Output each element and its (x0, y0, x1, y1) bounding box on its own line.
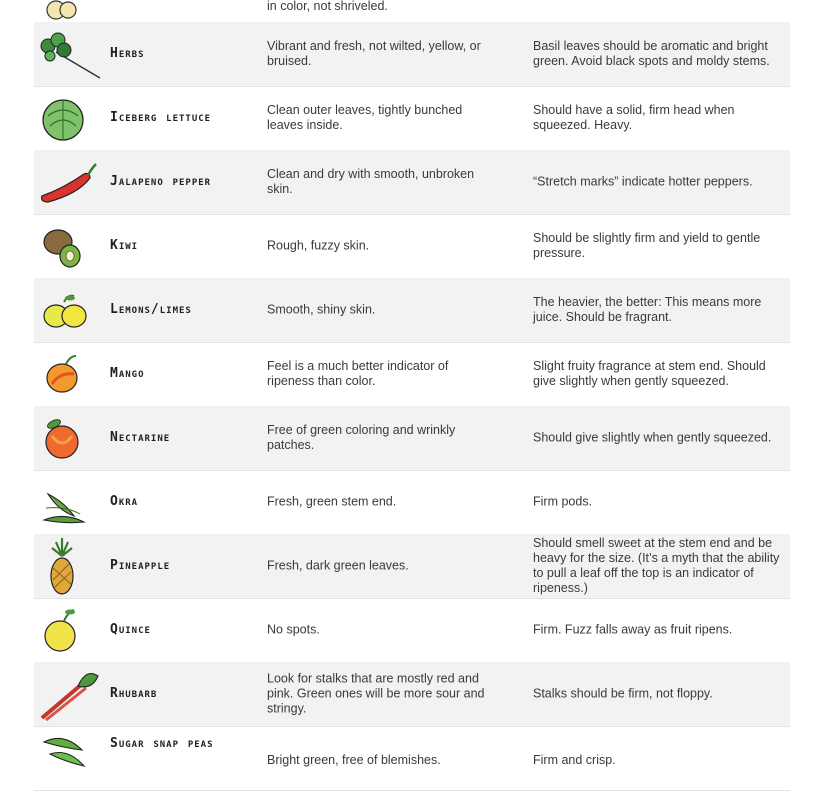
feel-text: The heavier, the better: This means more juice. Should be fragrant. (533, 295, 762, 324)
produce-name: Iceberg lettuce (110, 110, 212, 125)
nectarine-icon (34, 406, 106, 470)
feel-text: Firm pods. (533, 494, 593, 509)
produce-name: Herbs (110, 46, 145, 61)
produce-name: Nectarine (110, 430, 171, 445)
table-row (34, 150, 790, 215)
produce-name: Quince (110, 622, 151, 637)
feel-text: Firm and crisp. (533, 753, 616, 767)
produce-name: Pineapple (110, 558, 171, 573)
lemon-lime-icon (34, 278, 106, 342)
appearance-text: Look for stalks that are mostly red and pink. Green ones will be more sour and stringy. (267, 671, 485, 716)
appearance-text: Vibrant and fresh, not wilted, yellow, or bruised. (267, 39, 481, 68)
produce-icon (34, 0, 106, 22)
appearance-text: Fresh, green stem end. (267, 494, 397, 509)
feel-text: Stalks should be firm, not floppy. (533, 686, 713, 701)
appearance-text: in color, not shriveled. (267, 0, 388, 13)
produce-name: Jalapeno pepper (110, 174, 212, 189)
appearance-text: No spots. (267, 622, 320, 637)
produce-name: Kiwi (110, 238, 139, 253)
feel-text: Should have a solid, firm head when squeezed. Heavy. (533, 103, 735, 132)
produce-name: Lemons/limes (110, 302, 192, 317)
appearance-text: Fresh, dark green leaves. (267, 558, 409, 573)
table-row (34, 406, 790, 471)
feel-text: Basil leaves should be aromatic and bright green. Avoid black spots and moldy stems. (533, 39, 770, 68)
feel-text: Firm. Fuzz falls away as fruit ripens. (533, 622, 733, 637)
produce-name: Okra (110, 494, 139, 509)
produce-name: Rhubarb (110, 686, 158, 701)
table-row (34, 470, 790, 535)
feel-text: Should smell sweet at the stem end and be heavy for the size. (It’s a myth that the ability to pull a leaf off the top is an indicator of ripeness.) (533, 536, 780, 595)
appearance-text: Rough, fuzzy skin. (267, 238, 370, 253)
appearance-text: Clean outer leaves, tightly bunched leaves inside. (267, 103, 463, 132)
appearance-text: Smooth, shiny skin. (267, 302, 376, 317)
rhubarb-icon (34, 662, 106, 726)
appearance-text: Clean and dry with smooth, unbroken skin. (267, 167, 475, 196)
feel-text: Slight fruity fragrance at stem end. Should give slightly when gently squeezed. (533, 359, 766, 388)
quince-icon (34, 598, 106, 662)
feel-text: “Stretch marks” indicate hotter peppers. (533, 174, 753, 189)
table-row (34, 598, 790, 663)
produce-name: Mango (110, 366, 145, 381)
appearance-text: Feel is a much better indicator of ripeness than color. (267, 359, 449, 388)
table-row (34, 662, 790, 727)
table-row (34, 0, 790, 23)
table-row (34, 22, 790, 87)
kiwi-icon (34, 214, 106, 278)
snap-peas-icon (34, 726, 106, 790)
table-row (34, 86, 790, 151)
table-row (34, 214, 790, 279)
table-row (34, 534, 790, 599)
table-row (34, 278, 790, 343)
produce-name: Sugar snap peas (110, 736, 214, 751)
appearance-text: Bright green, free of blemishes. (267, 753, 441, 767)
feel-text: Should give slightly when gently squeezed. (533, 430, 772, 445)
okra-icon (34, 470, 106, 534)
appearance-text: Free of green coloring and wrinkly patches. (267, 423, 456, 452)
table-row (34, 726, 790, 791)
herbs-icon (34, 22, 106, 86)
table-row (34, 342, 790, 407)
lettuce-icon (34, 86, 106, 150)
mango-icon (34, 342, 106, 406)
pineapple-icon (34, 534, 106, 598)
pepper-icon (34, 150, 106, 214)
feel-text: Should be slightly firm and yield to gentle pressure. (533, 231, 761, 260)
